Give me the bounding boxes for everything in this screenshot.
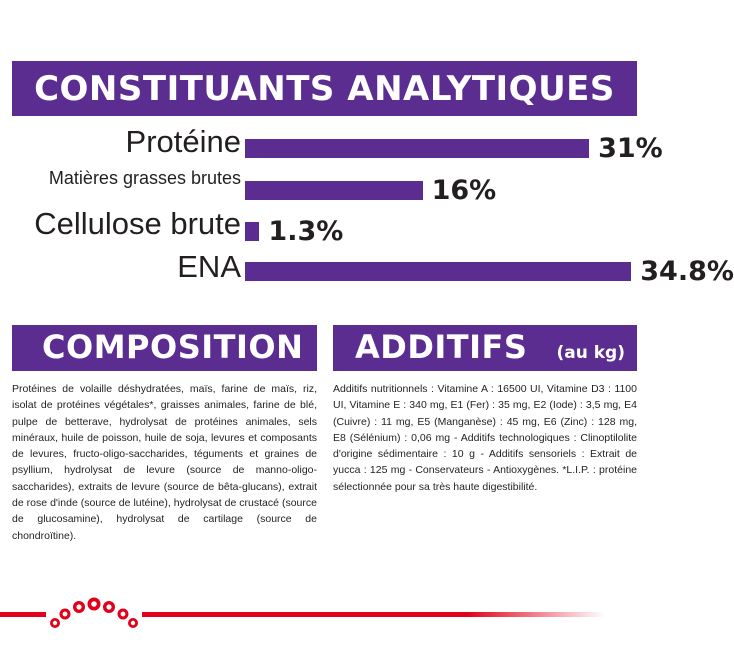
bar-value-protein: 31% bbox=[598, 133, 663, 164]
bar-ena bbox=[245, 262, 631, 281]
header-title: CONSTITUANTS ANALYTIQUES bbox=[34, 68, 615, 109]
bar-value-crude-fiber: 1.3% bbox=[268, 216, 344, 247]
royal-canin-crown-logo bbox=[45, 596, 143, 632]
footer-line-right bbox=[142, 612, 605, 617]
composition-text: Protéines de volaille déshydratées, maïs, farine de maïs, riz, isolat de protéines végétales*, graisses animales, farine de blé, pulpe de betterave, hydrolysat de protéines animales, sels minéraux, huile de poisson, huile de soja, levures et composants de levures, fructo-oligo-saccharides, téguments et graines de psyllium, hydrolysat de levure (source de manno-oligo-saccharides), extraits de levure (source de bêta-glucans), extrait de rose d'inde (source de lutéine), hydrolysat de crustacé (source de glucosamine), hydrolysat de cartilage (source de chondroïtine). bbox=[12, 383, 317, 542]
composition-header bbox=[12, 325, 317, 371]
bar-crude-fat bbox=[245, 181, 423, 200]
bar-label-ena: ENA bbox=[177, 249, 241, 284]
footer-line-left bbox=[0, 612, 46, 617]
additives-text: Additifs nutritionnels : Vitamine A : 16500 UI, Vitamine D3 : 1100 UI, Vitamine E : 340 mg, E1 (Fer) : 35 mg, E2 (Iode) : 3,5 mg, E4 (Cuivre) : 11 mg, E5 (Manganèse) : 45 mg, E6 (Zinc) : 128 mg, E8 (Sélénium) : 0,06 mg - Additifs technologiques : Clinoptilolite d'origine sédimentaire : 10 g - Additifs sensoriels : Extrait de yucca : 125 mg - Conservateurs - Antioxygènes. *L.I.P. : protéine sélectionnée pour sa très haute digestibilité. bbox=[333, 383, 637, 493]
bar-crude-fiber bbox=[245, 222, 259, 241]
additives-unit: (au kg) bbox=[556, 343, 625, 363]
analytical-constituents-header bbox=[12, 61, 637, 116]
bar-value-ena: 34.8% bbox=[640, 256, 734, 287]
bar-protein bbox=[245, 139, 589, 158]
additives-title: ADDITIFS bbox=[355, 328, 528, 366]
bar-label-crude-fat: Matières grasses brutes bbox=[48, 168, 241, 188]
bar-label-protein: Protéine bbox=[125, 124, 241, 159]
composition-title: COMPOSITION bbox=[42, 328, 304, 366]
bar-label-crude-fiber: Cellulose brute bbox=[34, 206, 241, 241]
additives-header bbox=[333, 325, 637, 371]
bar-value-crude-fat: 16% bbox=[431, 175, 497, 206]
